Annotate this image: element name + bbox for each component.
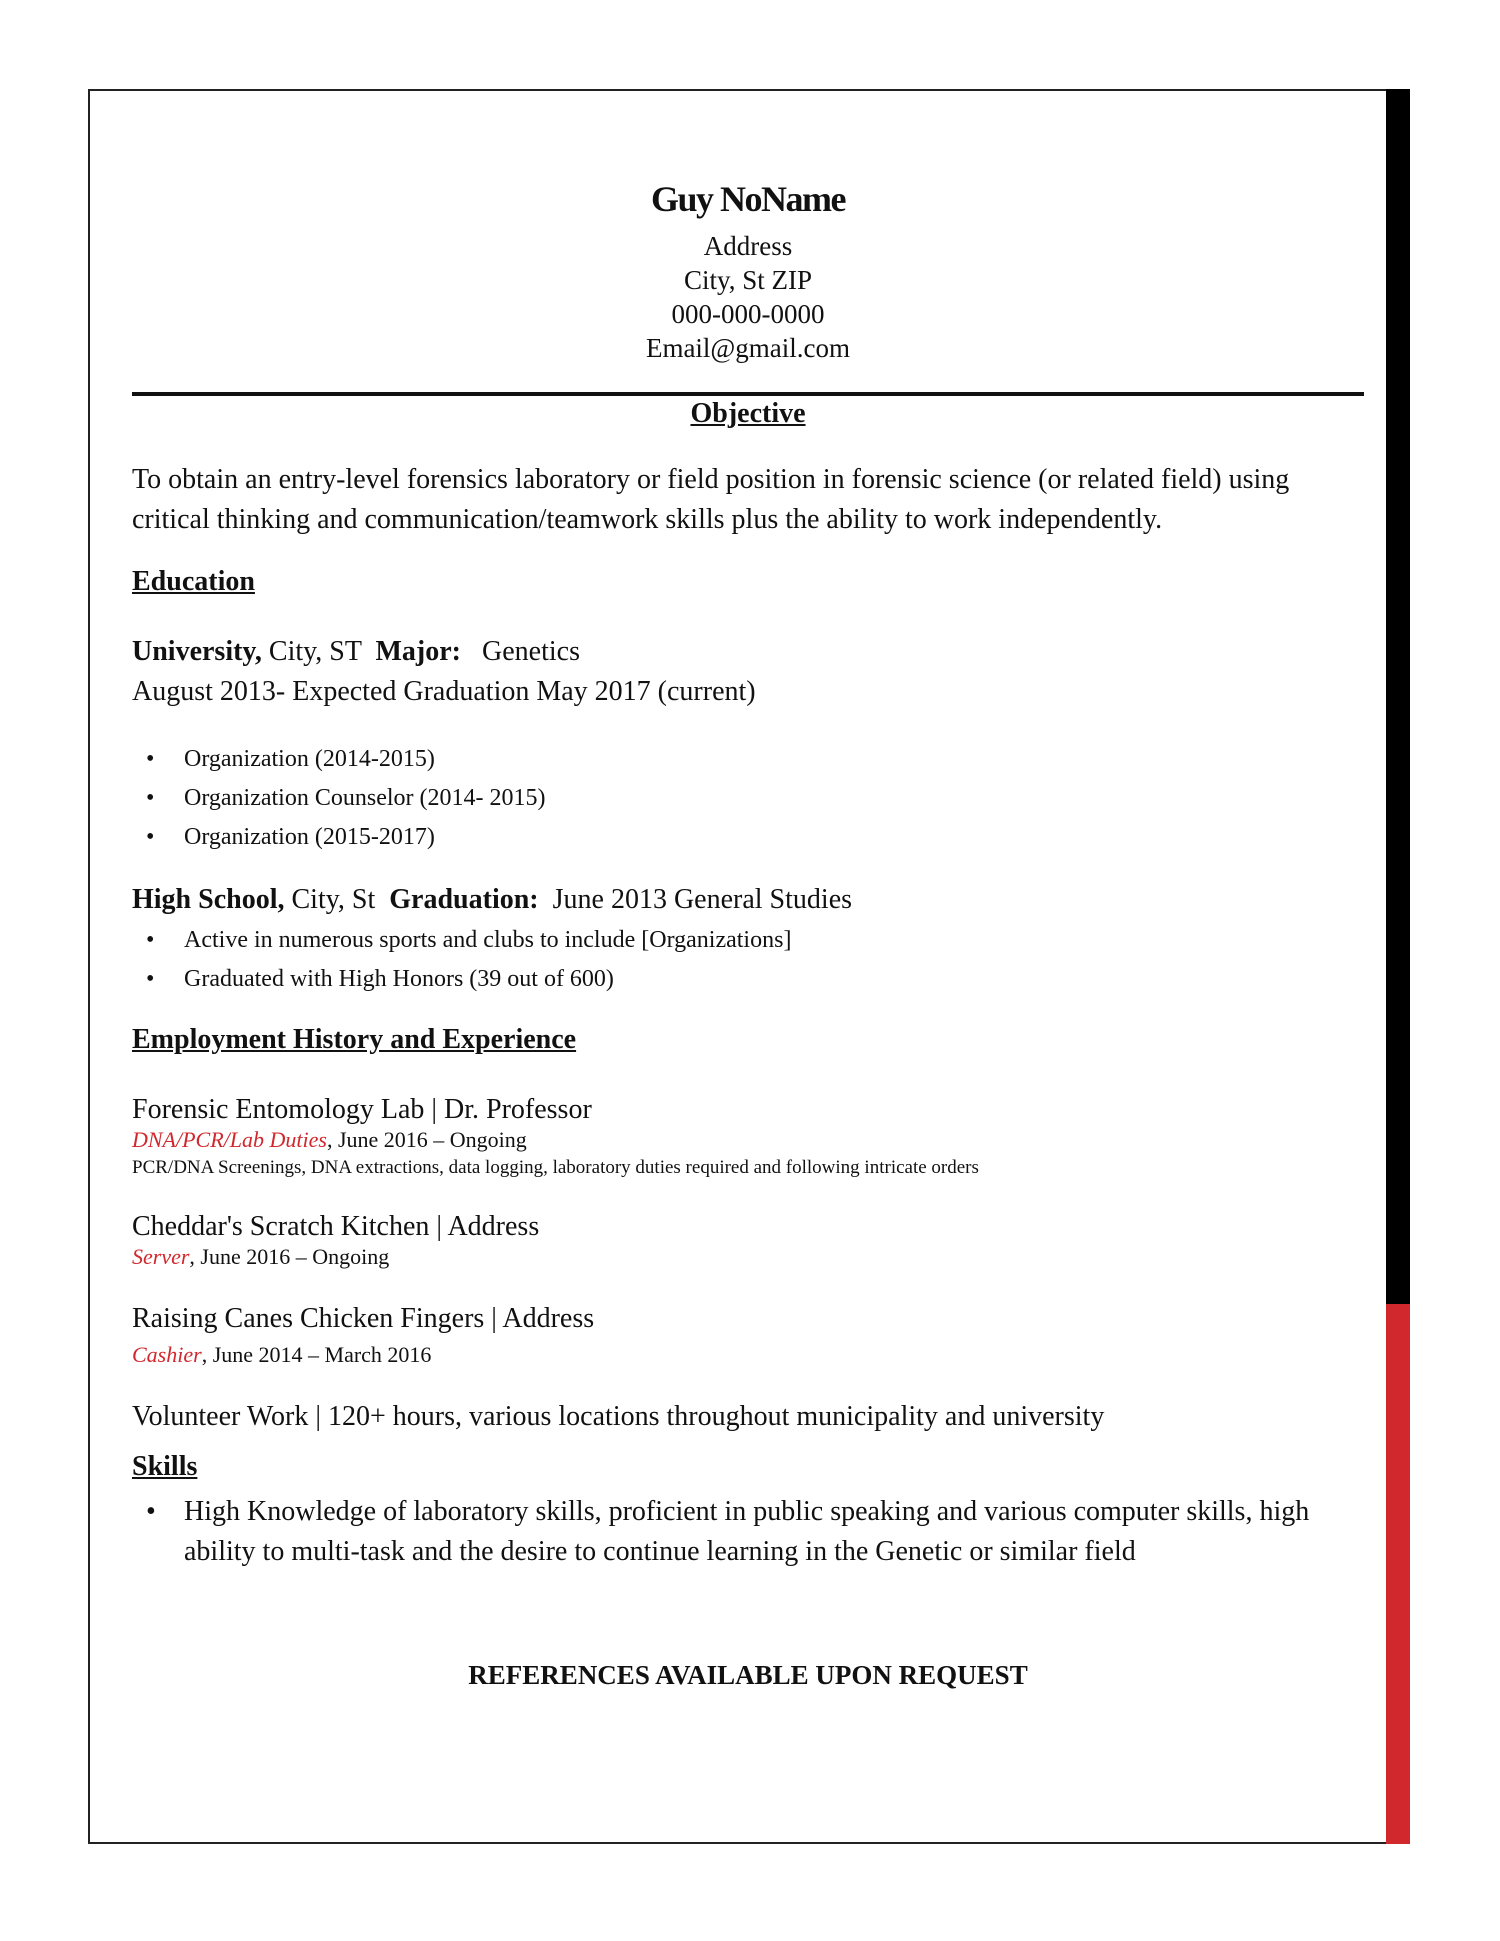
volunteer-work: Volunteer Work | 120+ hours, various locations throughout municipality and university xyxy=(132,1401,1105,1432)
job-role-line xyxy=(132,1243,1364,1271)
contact-email: Email@gmail.com xyxy=(645,333,851,363)
references-note: REFERENCES AVAILABLE UPON REQUEST xyxy=(468,1660,1028,1690)
job-role: DNA/PCR/Lab Duties xyxy=(132,1127,327,1152)
job-dates: , June 2016 – Ongoing xyxy=(189,1244,390,1269)
side-bar-red xyxy=(1386,1304,1410,1844)
job-entry xyxy=(132,1299,1364,1369)
job-heading: Cheddar's Scratch Kitchen | Address xyxy=(132,1211,540,1242)
high-school-activities xyxy=(132,921,1364,999)
list-item: • Organization (2015-2017) xyxy=(132,818,1364,857)
side-bar-black xyxy=(1386,89,1410,1304)
header-divider xyxy=(132,392,1364,396)
job-dates: , June 2016 – Ongoing xyxy=(326,1127,527,1152)
contact-phone: 000-000-0000 xyxy=(671,299,825,329)
skills-line-2: ability to multi-task and the desire to continue learning in the Genetic or similar field xyxy=(184,1536,1136,1567)
objective-text xyxy=(132,460,1364,540)
objective-line-2: critical thinking and communication/teamwork skills plus the ability to work independently. xyxy=(132,504,1163,535)
skills-line-1: High Knowledge of laboratory skills, proficient in public speaking and various computer skills, high xyxy=(184,1496,1310,1527)
university-location: City, ST xyxy=(261,636,369,667)
objective-line-1: To obtain an entry-level forensics laboratory or field position in forensic science (or related field) using xyxy=(132,464,1290,495)
major-value: Genetics xyxy=(482,636,580,667)
list-item: • Graduated with High Honors (39 out of 600) xyxy=(132,960,1364,999)
university-dates: August 2013- Expected Graduation May 2017 (current) xyxy=(132,676,756,707)
university-line xyxy=(132,632,1364,672)
education-title: Education xyxy=(132,566,255,597)
list-item: • Active in numerous sports and clubs to include [Organizations] xyxy=(132,921,1364,960)
high-school-name: High School, xyxy=(132,884,285,915)
job-entry xyxy=(132,1207,1364,1271)
job-dates: , June 2014 – March 2016 xyxy=(201,1342,432,1367)
job-heading: Raising Canes Chicken Fingers | Address xyxy=(132,1303,595,1334)
job-role-line xyxy=(132,1126,1364,1154)
university-name: University, xyxy=(132,636,262,667)
contact-city: City, St ZIP xyxy=(683,265,813,295)
job-role: Server xyxy=(132,1244,190,1269)
job-role: Cashier xyxy=(132,1342,202,1367)
objective-title: Objective xyxy=(690,398,806,429)
employment-title: Employment History and Experience xyxy=(132,1024,577,1055)
skills-title: Skills xyxy=(132,1451,198,1482)
list-item xyxy=(132,1492,1364,1572)
high-school-location: City, St xyxy=(284,884,383,915)
graduation-value: June 2013 General Studies xyxy=(552,884,853,915)
contact-address: Address xyxy=(703,231,793,261)
job-entry xyxy=(132,1090,1364,1182)
job-role-line xyxy=(132,1341,1364,1369)
candidate-name: Guy NoName xyxy=(651,179,845,219)
skills-list xyxy=(132,1492,1364,1572)
graduation-label: Graduation: xyxy=(389,884,539,915)
high-school-line xyxy=(132,880,1364,920)
university-activities xyxy=(132,740,1364,857)
major-label: Major: xyxy=(375,636,461,667)
list-item: • Organization Counselor (2014- 2015) xyxy=(132,779,1364,818)
job-details: PCR/DNA Screenings, DNA extractions, data logging, laboratory duties required and following intricate orders xyxy=(132,1157,979,1178)
job-heading: Forensic Entomology Lab | Dr. Professor xyxy=(132,1094,592,1125)
list-item: • Organization (2014-2015) xyxy=(132,740,1364,779)
